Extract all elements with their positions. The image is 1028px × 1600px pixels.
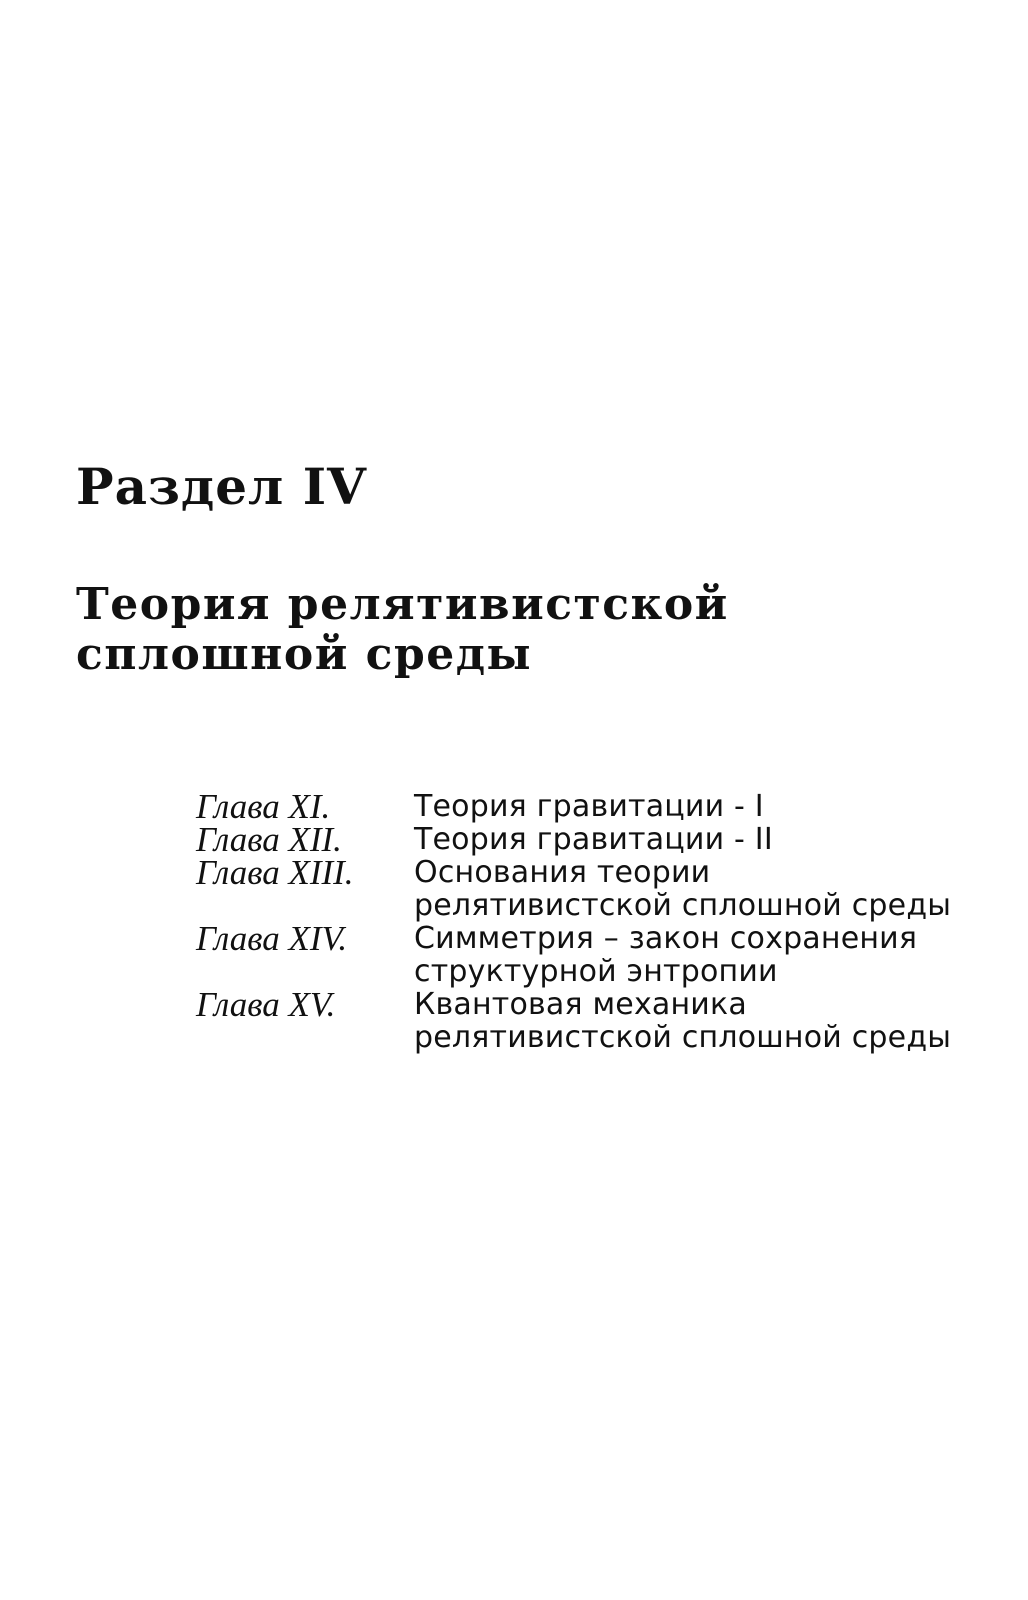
chapter-entry-xi — [196, 787, 986, 826]
section-label: Раздел IV — [76, 457, 367, 516]
chapter-number: Глава XIV. — [196, 919, 348, 958]
chapter-entry-xv — [196, 985, 986, 1055]
chapter-title — [414, 823, 986, 856]
chapter-title-line: Симметрия – закон сохранения — [414, 921, 918, 956]
chapter-number: Глава XV. — [196, 985, 336, 1024]
chapter-title — [414, 790, 986, 823]
section-title — [76, 580, 729, 680]
chapter-title — [414, 988, 986, 1054]
chapter-title-line: Основания теории — [414, 855, 711, 890]
chapter-title-line: релятивистской сплошной среды — [414, 1020, 952, 1055]
chapter-title-line: релятивистской сплошной среды — [414, 888, 952, 923]
chapter-title-line: Теория гравитации - I — [414, 789, 764, 824]
chapter-title — [414, 922, 986, 988]
chapter-entry-xii — [196, 820, 986, 859]
section-title-line: Теория релятивистской — [76, 579, 729, 630]
chapter-title-line: Квантовая механика — [414, 987, 747, 1022]
chapter-number: Глава XII. — [196, 820, 342, 859]
chapter-title-line: Теория гравитации - II — [414, 822, 773, 857]
chapter-title — [414, 856, 986, 922]
chapter-entry-xiv — [196, 919, 986, 989]
chapter-list — [196, 787, 986, 1055]
chapter-entry-xiii — [196, 853, 986, 923]
chapter-title-line: структурной энтропии — [414, 954, 778, 989]
chapter-number: Глава XI. — [196, 787, 331, 826]
chapter-number: Глава XIII. — [196, 853, 354, 892]
section-title-line: сплошной среды — [76, 629, 533, 680]
